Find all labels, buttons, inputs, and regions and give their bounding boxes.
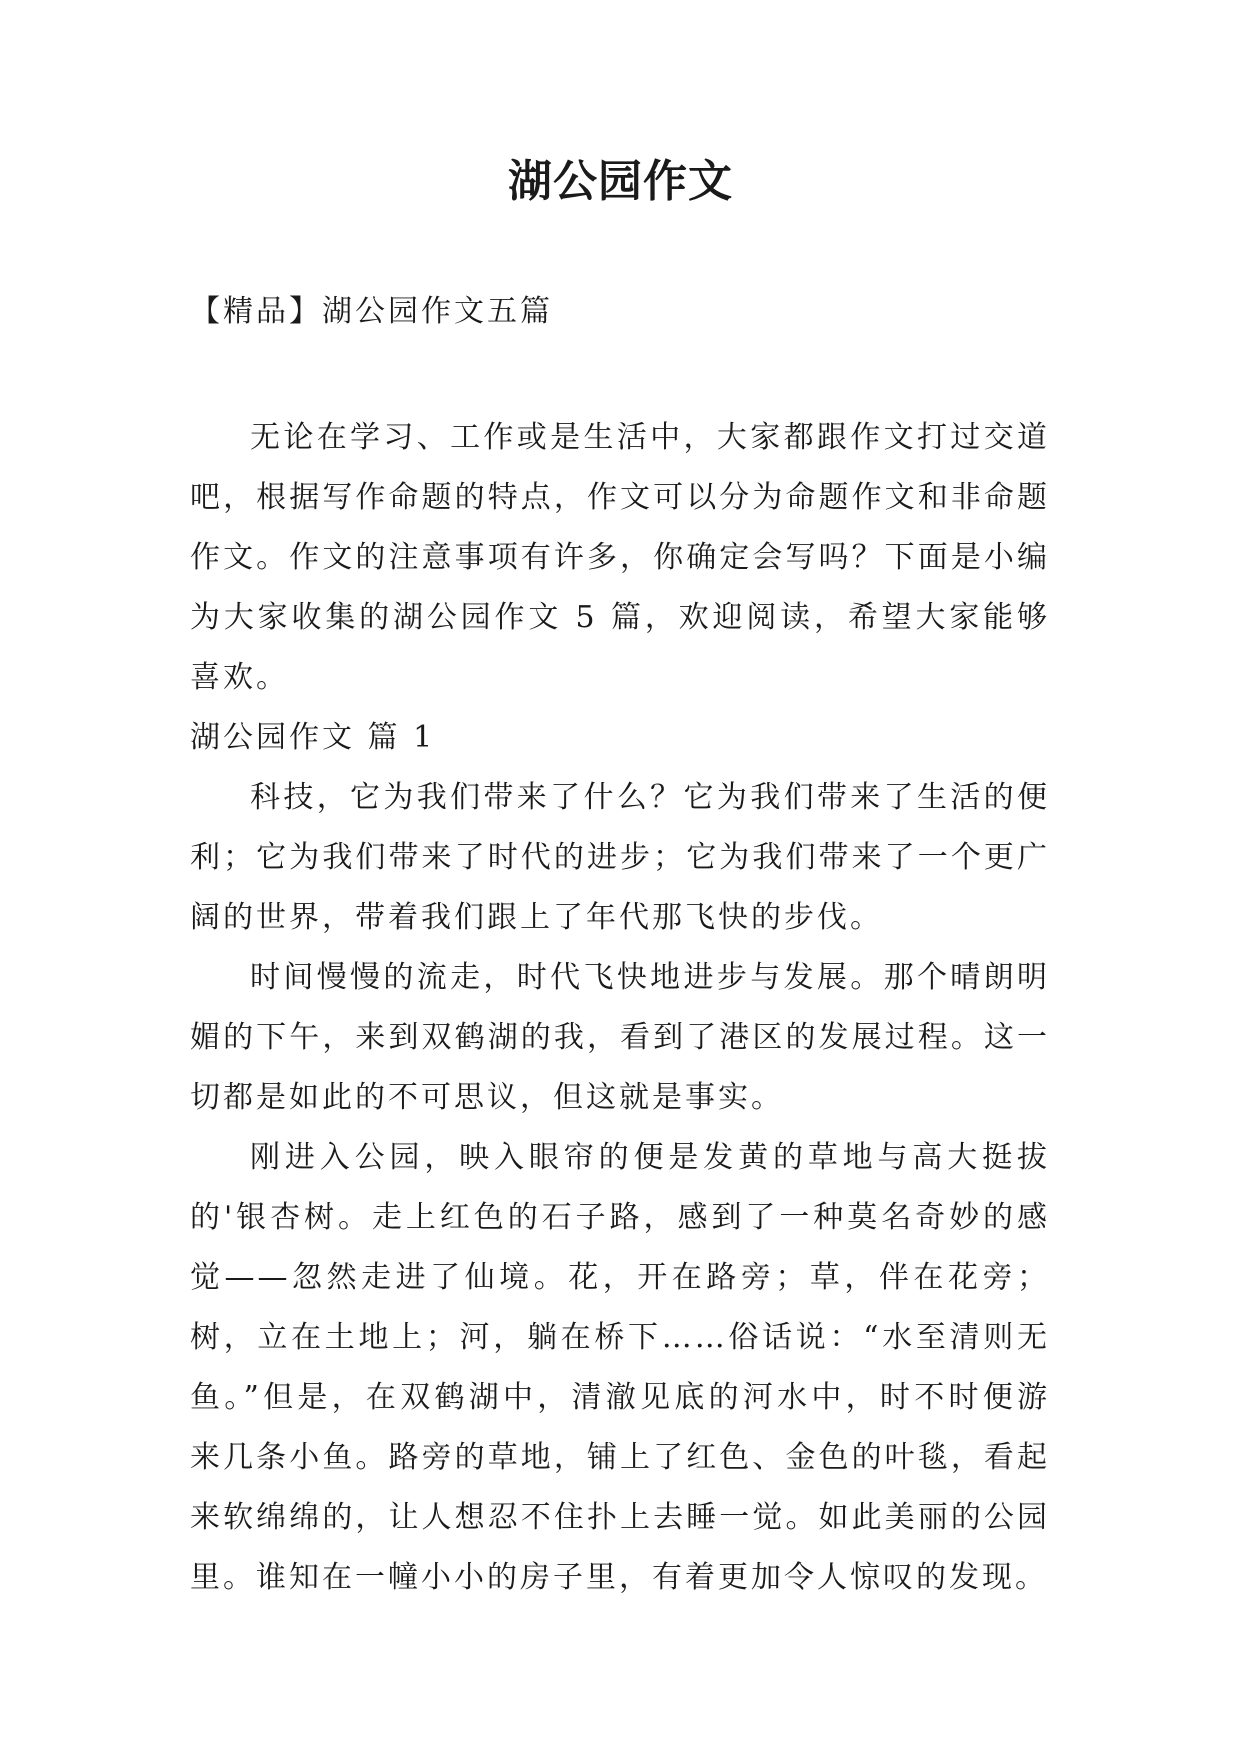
- document-title: 湖公园作文: [508, 156, 733, 207]
- document-body: [190, 408, 1050, 1608]
- intro-paragraph: 无论在学习、工作或是生活中，大家都跟作文打过交道吧，根据写作命题的特点，作文可以分为命题作文和非命题作文。作文的注意事项有许多，你确定会写吗？下面是小编为大家收集的湖公园作文 5 篇，欢迎阅读，希望大家能够喜欢。: [190, 420, 1050, 695]
- body-paragraph: 科技，它为我们带来了什么？它为我们带来了生活的便利；它为我们带来了时代的进步；它为我们带来了一个更广阔的世界，带着我们跟上了年代那飞快的步伐。: [190, 780, 1050, 935]
- document-subtitle: 【精品】湖公园作文五篇: [190, 294, 553, 329]
- body-paragraph: 时间慢慢的流走，时代飞快地进步与发展。那个晴朗明媚的下午，来到双鹤湖的我，看到了港区的发展过程。这一切都是如此的不可思议，但这就是事实。: [190, 960, 1050, 1115]
- body-paragraph: 刚进入公园，映入眼帘的便是发黄的草地与高大挺拔的'银杏树。走上红色的石子路，感到了一种莫名奇妙的感觉——忽然走进了仙境。花，开在路旁；草，伴在花旁；树，立在土地上；河，躺在桥下……俗话说：“水至清则无鱼。”但是，在双鹤湖中，清澈见底的河水中，时不时便游来几条小鱼。路旁的草地，铺上了红色、金色的叶毯，看起来软绵绵的，让人想忍不住扑上去睡一觉。如此美丽的公园里。谁知在一幢小小的房子里，有着更加令人惊叹的发现。: [190, 1140, 1050, 1595]
- section-heading: 湖公园作文 篇 1: [190, 720, 436, 755]
